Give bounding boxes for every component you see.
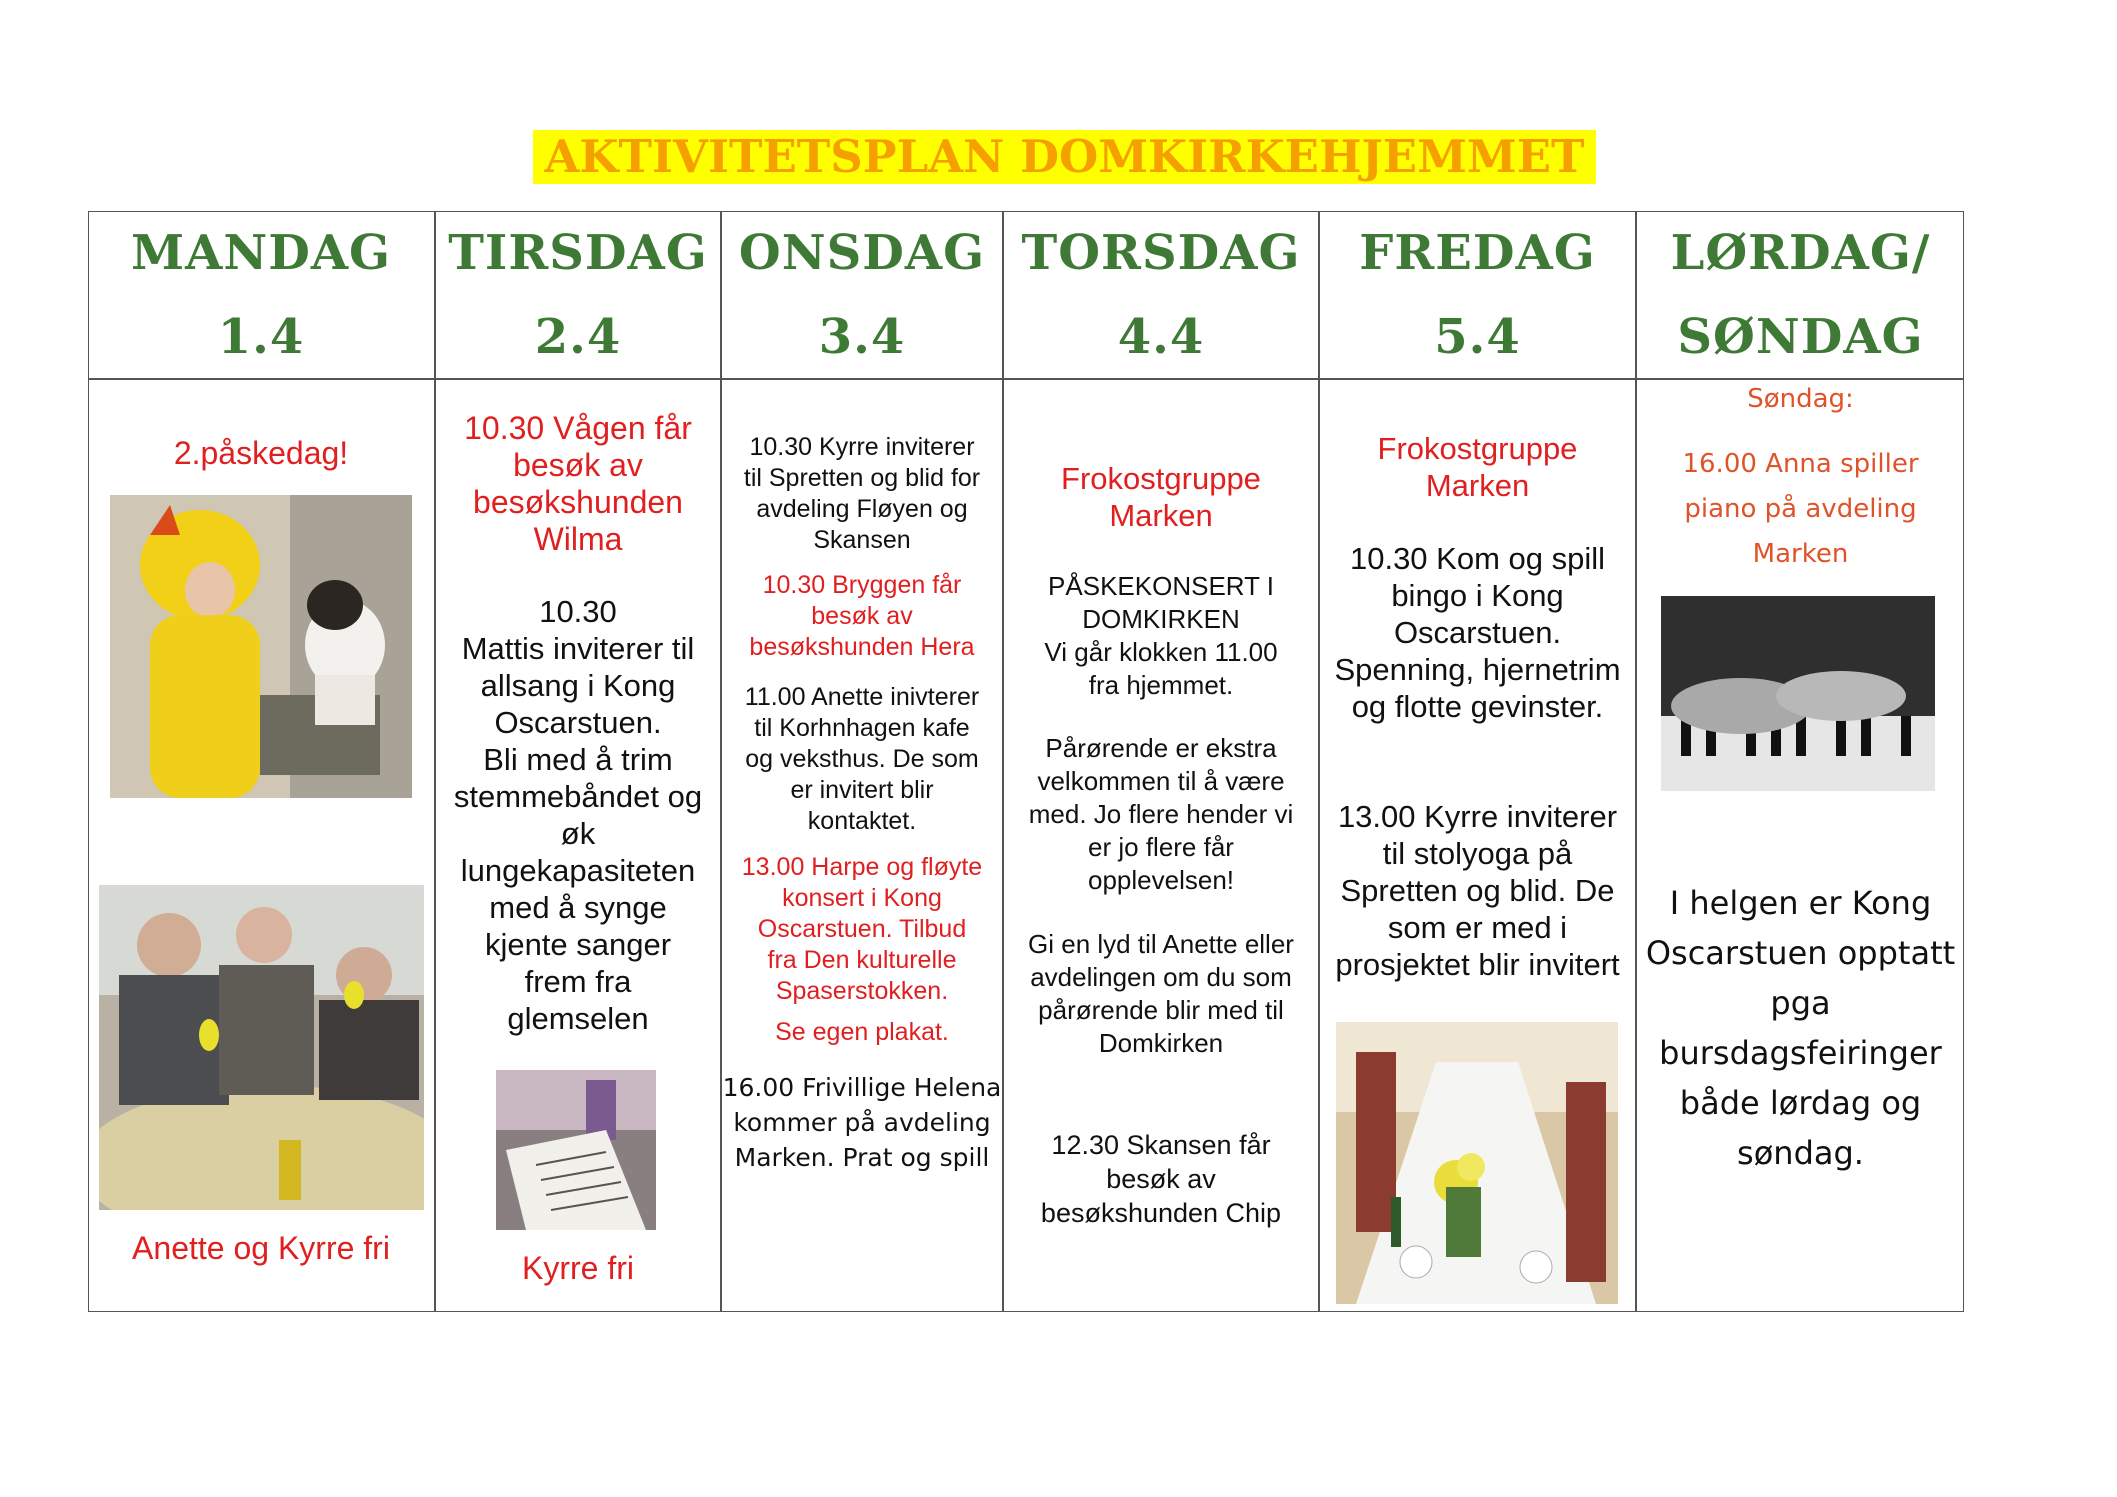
text-line: Frokostgruppe [1061,461,1261,496]
text-line: kjente sanger [484,927,672,962]
text-line: Gi en lyd til Anette eller [1028,929,1294,959]
text-line: opplevelsen! [1088,865,1234,895]
photo-dining-table [1336,1022,1618,1304]
text-line: 10.30 Bryggen får [762,571,962,599]
text-line: pga [1770,984,1831,1022]
text-line: besøkshunden [473,484,683,520]
staff-off-text: Kyrre fri [522,1250,634,1286]
sunday-label: Søndag: [1747,384,1854,414]
day-date: SØNDAG [1677,309,1924,365]
day-date: 2.4 [534,309,622,365]
text-line: og flotte gevinster. [1351,689,1604,724]
chair-yoga [1320,798,1635,983]
text-line: fra Den kulturelle [767,946,957,974]
piano-activity [1637,442,1964,577]
text-line: I helgen er Kong [1669,884,1932,922]
bingo-activity [1320,540,1635,725]
day-date: 4.4 [1117,309,1205,365]
photo-song-sheet [496,1070,656,1230]
text-line: med. Jo flere hender vi [1028,799,1294,829]
text-line: Vi går klokken 11.00 [1044,637,1278,667]
breakfast-group [1004,460,1318,534]
text-line: Oscarstuen. Tilbud [757,915,967,943]
relatives-welcome [1004,732,1318,897]
text-line: 13.00 Kyrre inviterer [1337,799,1618,834]
text-line: både lørdag og [1679,1084,1922,1122]
text-line: Pårørende er ekstra [1045,733,1277,763]
text-line: søndag. [1737,1134,1864,1172]
text-line: til Korhnhagen kafe [754,714,970,742]
activity-dog-hera [722,570,1002,663]
text-line: 13.00 Harpe og fløyte [741,853,983,881]
text-line: med å synge [489,890,667,925]
day-date: 1.4 [217,309,305,365]
text-line: allsang i Kong [480,668,676,703]
header-fredag [1320,211,1635,378]
header-torsdag [1004,211,1318,378]
text-line: 10.30 Kyrre inviterer [749,433,975,461]
text-line: Marken [1425,468,1530,503]
text-line: Spaserstokken. [775,977,949,1005]
cell-mandag [88,380,434,1310]
day-name: TIRSDAG [448,225,708,281]
day-date: 5.4 [1434,309,1521,365]
text-line: Spenning, hjernetrim [1334,652,1621,687]
text-line: lungekapasiteten [460,853,696,888]
photo-child-and-dog [110,495,412,798]
text-line: Bli med å trim [483,742,673,777]
text-line: DOMKIRKEN [1082,604,1240,634]
header-onsdag [722,211,1002,378]
text-line: Wilma [533,521,623,557]
text-line: Domkirken [1098,1028,1224,1058]
activity-concert [722,852,1002,1048]
activity-spretten [722,432,1002,556]
text-line: glemselen [507,1001,649,1036]
cell-fredag [1320,380,1635,1310]
easter-concert [1004,570,1318,702]
text-line: frem fra [524,964,632,999]
text-line: besøk av [811,602,913,630]
text-line: til stolyoga på [1382,836,1573,871]
photo-piano-hands [1661,596,1935,791]
text-line: til Spretten og blid for [743,464,981,492]
text-line: 10.30 Vågen får [464,410,692,446]
text-line: er jo flere får [1088,832,1234,862]
text-line: besøk av [1106,1164,1216,1194]
day-date: 3.4 [818,309,906,365]
text-line: fra hjemmet. [1088,670,1234,700]
text-line: 16.00 Frivillige Helena [722,1073,1002,1102]
header-mandag [88,211,434,378]
header-tirsdag [436,211,720,378]
text-line: 11.00 Anette inivterer [744,683,980,711]
day-name: ONSDAG [738,225,986,281]
text-line: Oscarstuen opptatt [1645,934,1956,972]
activity-helena [722,1070,1002,1175]
cell-onsdag [722,380,1002,1310]
photo-residents-table [99,885,424,1210]
text-line: er invitert blir [790,776,934,804]
dog-visit-chip [1004,1128,1318,1230]
cell-torsdag [1004,380,1318,1310]
weekend-notice [1637,878,1964,1178]
text-line: besøkshunden Chip [1040,1198,1282,1228]
text-line: stemmebåndet og [453,779,703,814]
text-line: besøk av [513,447,643,483]
text-line: 10.30 [539,594,617,629]
text-line: Marken. Prat og spill [734,1143,990,1172]
day-name: LØRDAG/ [1670,225,1931,281]
day-name: FREDAG [1359,225,1596,281]
text-line: 10.30 Kom og spill [1349,541,1606,576]
text-line: Se egen plakat. [775,1018,949,1046]
text-line: prosjektet blir invitert [1335,947,1620,982]
text-line: som er med i [1387,910,1568,945]
day-name: MANDAG [130,225,392,281]
text-line: Marken [1109,498,1213,533]
text-line: PÅSKEKONSERT I [1048,571,1274,601]
sing-along-text [436,593,720,1037]
day-name: TORSDAG [1021,225,1301,281]
holiday-text: 2.påskedag! [173,435,349,471]
text-line: avdeling Fløyen og [756,495,968,523]
text-line: besøkshunden Hera [749,633,975,661]
text-line: 12.30 Skansen får [1051,1130,1271,1160]
text-line: pårørende blir med til [1038,995,1284,1025]
page-title: AKTIVITETSPLAN DOMKIRKEHJEMMET [533,130,1596,184]
text-line: Mattis inviterer til [461,631,695,666]
text-line: Oscarstuen. [1393,615,1562,650]
cell-tirsdag [436,380,720,1310]
text-line: velkommen til å være [1037,766,1285,796]
text-line: avdelingen om du som [1030,962,1292,992]
text-line: piano på avdeling [1684,494,1917,524]
text-line: Skansen [813,526,911,554]
text-line: 16.00 Anna spiller [1682,449,1919,479]
cell-helg [1637,380,1964,1310]
text-line: bingo i Kong [1391,578,1564,613]
text-line: Spretten og blid. De [1340,873,1615,908]
text-line: og veksthus. De som [745,745,979,773]
breakfast-group [1320,430,1635,504]
text-line: Oscarstuen. [494,705,662,740]
text-line: øk [560,816,596,851]
text-line: kommer på avdeling [733,1108,991,1137]
text-line: Frokostgruppe [1377,431,1578,466]
header-helg [1637,211,1964,378]
contact-info [1004,928,1318,1060]
activity-korhnhagen [722,682,1002,837]
staff-off-text: Anette og Kyrre fri [132,1230,390,1266]
text-line: Marken [1752,539,1849,569]
text-line: bursdagsfeiringer [1659,1034,1942,1072]
dog-visit-text [436,410,720,558]
text-line: konsert i Kong [782,884,942,912]
text-line: kontaktet. [807,807,917,835]
